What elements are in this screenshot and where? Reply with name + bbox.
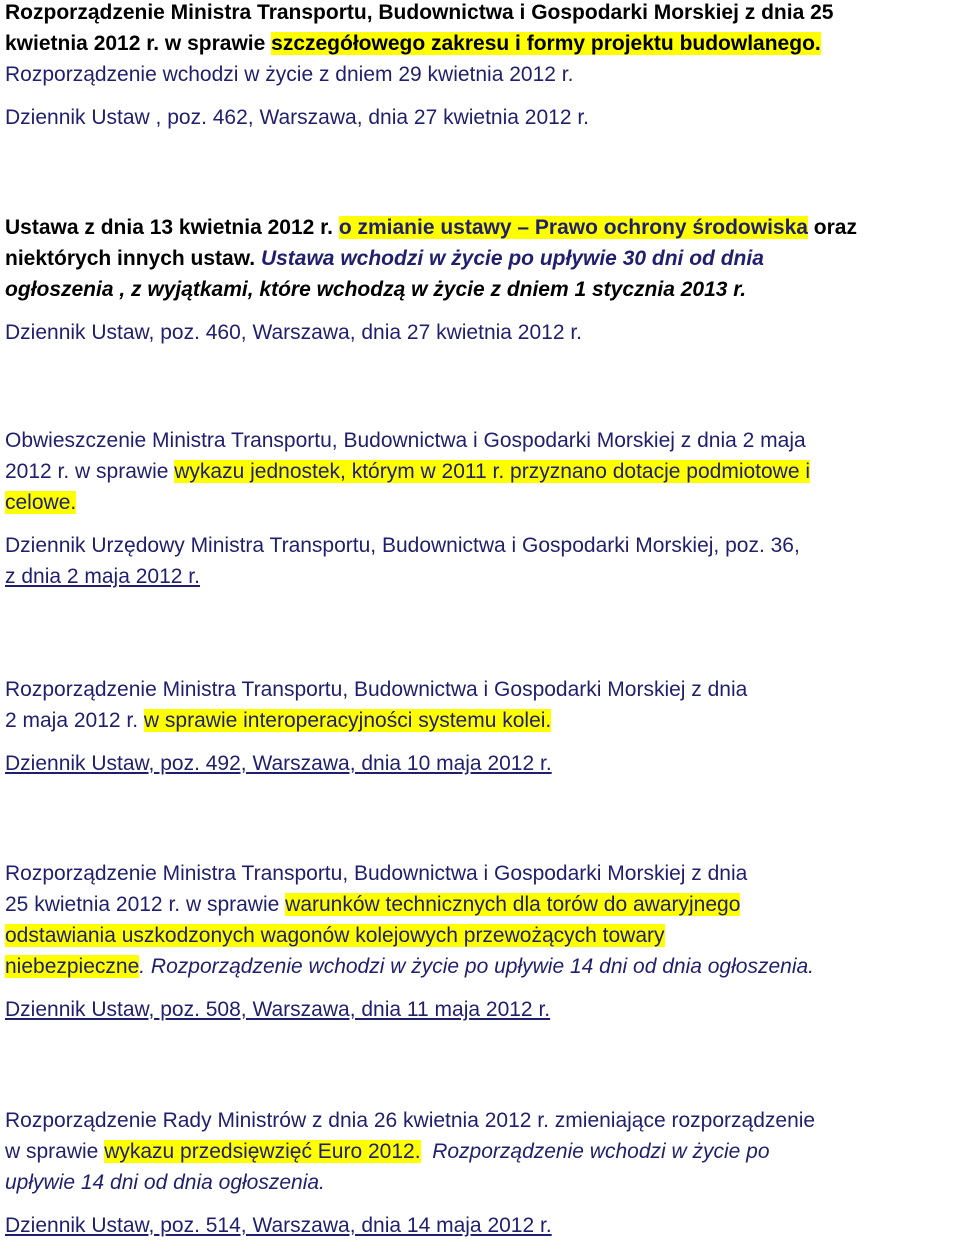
entry-title-text: Rozporządzenie Ministra Transportu, Budownictwa i Gospodarki Morskiej z dnia 25	[5, 1, 834, 24]
journal-reference-text: z dnia 2 maja 2012 r.	[5, 565, 200, 588]
entry-title-line	[5, 425, 957, 456]
journal-reference-text: Dziennik Ustaw , poz. 462, Warszawa, dnia 27 kwietnia 2012 r.	[5, 106, 590, 129]
effective-date-text: . Rozporządzenie wchodzi w życie po upływie 14 dni od dnia ogłoszenia.	[139, 955, 814, 978]
entry-title-line	[5, 0, 957, 28]
entry-title-text: Rozporządzenie Ministra Transportu, Budownictwa i Gospodarki Morskiej z dnia	[5, 862, 748, 885]
journal-reference-text: Dziennik Ustaw, poz. 460, Warszawa, dnia 27 kwietnia 2012 r.	[5, 321, 583, 344]
entry-title-line	[5, 1105, 957, 1136]
entry-title-text: Ustawa z dnia 13 kwietnia 2012 r.	[5, 216, 339, 239]
entry-title-line	[5, 889, 957, 920]
entry-title-text: 25 kwietnia 2012 r. w sprawie	[5, 893, 286, 916]
effective-date-text: Rozporządzenie wchodzi w życie z dniem 29 kwietnia 2012 r.	[5, 63, 574, 86]
effective-date-text: upływie 14 dni od dnia ogłoszenia.	[5, 1171, 325, 1194]
highlighted-subject: o zmianie ustawy – Prawo ochrony środowiska	[338, 216, 808, 239]
highlighted-subject: w sprawie interoperacyjności systemu kolei.	[143, 709, 552, 732]
highlighted-subject: szczegółowego zakresu i formy projektu budowlanego.	[271, 32, 821, 55]
entry-title-line	[5, 1136, 957, 1167]
journal-reference-text: Dziennik Ustaw, poz. 514, Warszawa, dnia 14 maja 2012 r.	[5, 1214, 552, 1237]
entry-3	[5, 425, 957, 592]
effective-date-line	[5, 1167, 957, 1198]
journal-reference	[5, 530, 957, 561]
entry-1	[5, 0, 957, 133]
entry-title-line	[5, 456, 957, 487]
entry-title-line	[5, 920, 957, 951]
entry-title-text: niektórych innych ustaw.	[5, 247, 261, 270]
effective-date-text: Ustawa wchodzi w życie po upływie 30 dni od dnia	[260, 247, 764, 270]
entry-6	[5, 1105, 957, 1241]
entry-title-line	[5, 28, 957, 59]
journal-reference	[5, 317, 957, 348]
journal-reference	[5, 561, 957, 592]
highlighted-subject: odstawiania uszkodzonych wagonów kolejowych przewożących towary	[5, 924, 665, 947]
entry-title-line	[5, 951, 957, 982]
entry-title-text: w sprawie	[5, 1140, 105, 1163]
entry-title-line	[5, 705, 957, 736]
entry-title-text: Rozporządzenie Rady Ministrów z dnia 26 kwietnia 2012 r. zmieniające rozporządzenie	[5, 1109, 816, 1132]
effective-date-text: Rozporządzenie wchodzi w życie po	[420, 1140, 770, 1163]
entry-4	[5, 674, 957, 779]
entry-title-line	[5, 674, 957, 705]
entry-title-text: oraz	[807, 216, 857, 239]
highlighted-subject: wykazu przedsięwzięć Euro 2012.	[104, 1140, 421, 1163]
journal-reference-text: Dziennik Ustaw, poz. 492, Warszawa, dnia 10 maja 2012 r.	[5, 752, 552, 775]
entry-title-line	[5, 858, 957, 889]
entry-title-line	[5, 212, 957, 243]
entry-title-line	[5, 243, 957, 274]
effective-date-line	[5, 59, 957, 90]
entry-title-line	[5, 487, 957, 518]
effective-date-line	[5, 274, 957, 305]
entry-title-text: 2 maja 2012 r.	[5, 709, 144, 732]
highlighted-subject: warunków technicznych dla torów do awaryjnego	[285, 893, 741, 916]
entry-title-text: kwietnia 2012 r. w sprawie	[5, 32, 272, 55]
entry-5	[5, 858, 957, 1025]
journal-reference	[5, 994, 957, 1025]
journal-reference-text: Dziennik Urzędowy Ministra Transportu, Budownictwa i Gospodarki Morskiej, poz. 36,	[5, 534, 800, 557]
entry-title-text: Obwieszczenie Ministra Transportu, Budownictwa i Gospodarki Morskiej z dnia 2 maja	[5, 429, 806, 452]
highlighted-subject: celowe.	[5, 491, 77, 514]
highlighted-subject: wykazu jednostek, którym w 2011 r. przyznano dotacje podmiotowe i	[174, 460, 811, 483]
effective-date-text: ogłoszenia , z wyjątkami, które wchodzą w życie z dniem 1 stycznia 2013 r.	[5, 278, 747, 301]
entry-2	[5, 212, 957, 348]
journal-reference	[5, 748, 957, 779]
journal-reference-text: Dziennik Ustaw, poz. 508, Warszawa, dnia 11 maja 2012 r.	[5, 998, 551, 1021]
journal-reference	[5, 1210, 957, 1241]
highlighted-subject: niebezpieczne	[5, 955, 140, 978]
journal-reference	[5, 102, 957, 133]
entry-title-text: Rozporządzenie Ministra Transportu, Budownictwa i Gospodarki Morskiej z dnia	[5, 678, 748, 701]
entry-title-text: 2012 r. w sprawie	[5, 460, 175, 483]
